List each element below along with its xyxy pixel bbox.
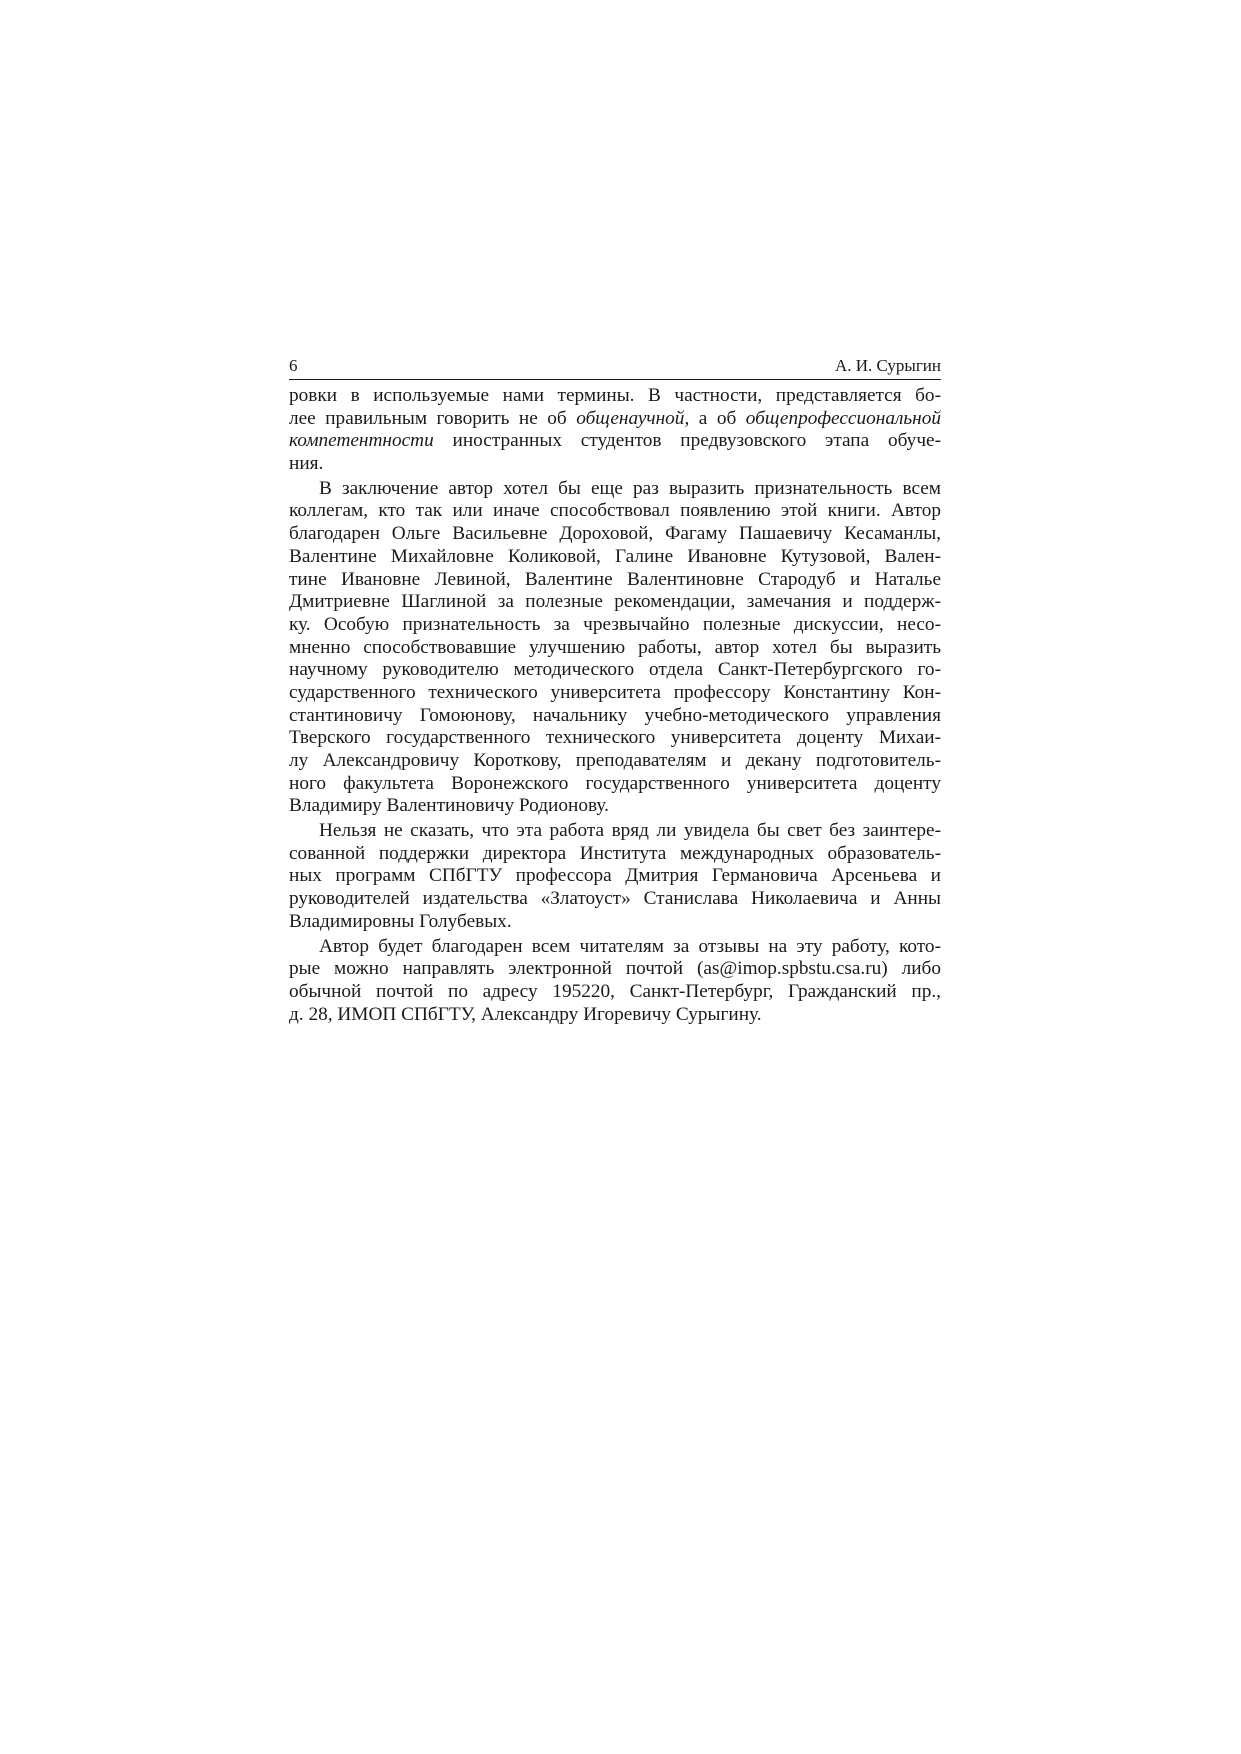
text-line [289, 981, 941, 1004]
text-run: ровки в используемые нами термины. В частности, представляется бо- [289, 385, 941, 406]
text-run: ных программ СПбГТУ профессора Дмитрия Германовича Арсеньева и [289, 865, 941, 887]
text-line [289, 682, 941, 705]
paragraph-4 [289, 936, 941, 1027]
text-run: ку. Особую признательность за чрезвычайно полезные дискуссии, несо- [289, 613, 941, 635]
text-run: Автор будет благодарен всем читателям за отзывы на эту работу, кото- [319, 935, 941, 957]
text-line [289, 523, 941, 546]
text-line [289, 637, 941, 660]
text-run: Владимировны Голубевых. [289, 910, 512, 932]
text-run: Валентине Михайловне Коликовой, Галине Ивановне Кутузовой, Вален- [289, 545, 941, 567]
text-run: Владимиру Валентиновичу Родионову. [289, 795, 609, 817]
text-line [289, 795, 941, 818]
paragraph-1 [289, 385, 941, 476]
text-run: руководителей издательства «Златоуст» Станислава Николаевича и Анны [289, 888, 941, 910]
text-line [289, 750, 941, 773]
text-line [289, 936, 941, 959]
text-run: тине Ивановне Левиной, Валентине Валентиновне Стародуб и Наталье [289, 568, 941, 590]
running-head-author: А. И. Сурыгин [834, 356, 941, 375]
text-run: , а об [684, 407, 746, 429]
text-run: лу Александровичу Короткову, преподавателям и декану подготовитель- [289, 750, 941, 771]
text-run: научному руководителю методического отдела Санкт-Петербургского го- [289, 659, 941, 681]
text-line [289, 911, 941, 934]
italic-term: компетентности [289, 430, 434, 452]
text-line [289, 546, 941, 569]
text-line [289, 408, 941, 431]
text-run: обычной почтой по адресу 195220, Санкт-Петербург, Гражданский пр., [289, 980, 941, 1002]
text-line [289, 727, 941, 750]
text-line [289, 385, 941, 408]
text-line [289, 820, 941, 843]
text-run: мненно способствовавшие улучшению работы, автор хотел бы выразить [289, 636, 941, 658]
text-line [289, 888, 941, 911]
text-run: благодарен Ольге Васильевне Дороховой, Фагаму Пашаевичу Кесаманлы, [289, 523, 941, 545]
text-line [289, 591, 941, 614]
text-line [289, 614, 941, 637]
text-run: рые можно направлять электронной почтой (as@imop.spbstu.csa.ru) либо [289, 958, 941, 980]
text-run: В заключение автор хотел бы еще раз выразить признательность всем [319, 477, 941, 499]
italic-term: общенаучной [576, 407, 685, 429]
page-number: 6 [289, 356, 298, 375]
text-line [289, 843, 941, 866]
text-run: сованной поддержки директора Института международных образователь- [289, 842, 941, 864]
text-run: иностранных студентов предвузовского этапа обуче- [433, 430, 941, 452]
text-run: Нельзя не сказать, что эта работа вряд ли увидела бы свет без заинтере- [319, 820, 941, 842]
text-run: коллегам, кто так или иначе способствовал появлению этой книги. Автор [289, 500, 941, 522]
text-line [289, 569, 941, 592]
text-line [289, 705, 941, 728]
text-line [289, 659, 941, 682]
italic-term: общепрофессиональной [745, 407, 941, 429]
text-line [289, 958, 941, 981]
text-run: ного факультета Воронежского государственного университета доценту [289, 772, 941, 794]
body-text [289, 385, 941, 1026]
text-line [289, 773, 941, 796]
text-line [289, 478, 941, 501]
text-run: д. 28, ИМОП СПбГТУ, Александру Игоревичу Сурыгину. [289, 1003, 762, 1025]
paragraph-2 [289, 478, 941, 818]
text-run: ния. [289, 453, 324, 475]
text-line [289, 1004, 941, 1027]
text-line [289, 453, 941, 476]
text-line [289, 500, 941, 523]
text-line [289, 865, 941, 888]
text-block [289, 356, 941, 1026]
text-run: Тверского государственного технического университета доценту Михаи- [289, 727, 941, 749]
text-line [289, 430, 941, 453]
text-run: стантиновичу Гомоюнову, начальнику учебно-методического управления [289, 704, 941, 726]
running-head [289, 356, 941, 380]
text-run: сударственного технического университета профессору Константину Кон- [289, 681, 941, 703]
paragraph-3 [289, 820, 941, 933]
text-run: Дмитриевне Шаглиной за полезные рекомендации, замечания и поддерж- [289, 591, 941, 613]
text-run: лее правильным говорить не об [289, 407, 577, 429]
